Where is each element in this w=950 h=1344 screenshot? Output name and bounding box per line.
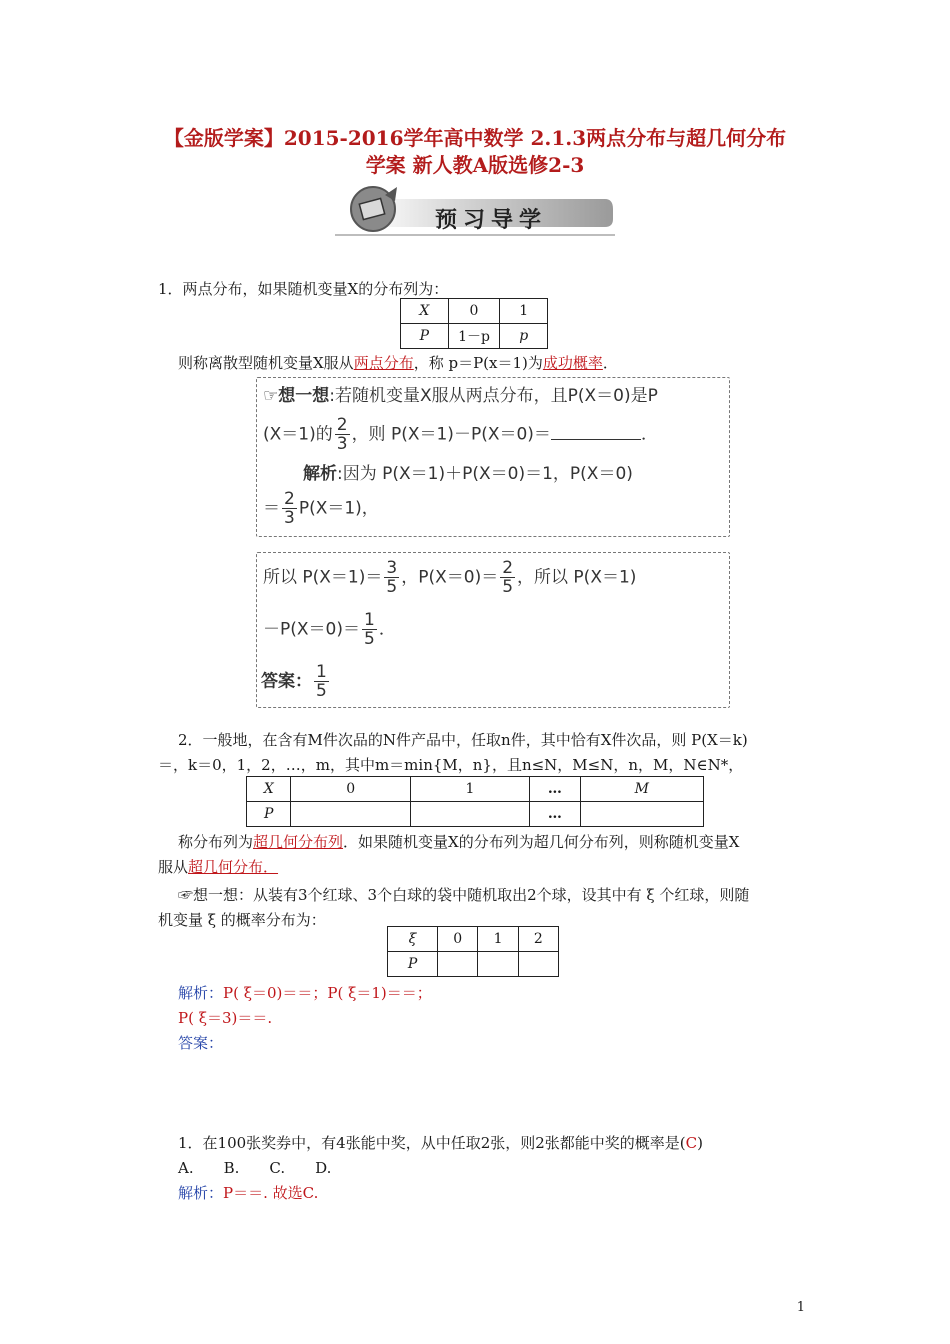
sec2-line1: 2．一般地，在含有M件次品的N件产品中，任取n件，其中恰有X件次品，则 P(X＝k) bbox=[178, 731, 748, 749]
answer-blank bbox=[551, 421, 641, 440]
table-row bbox=[247, 777, 704, 802]
table-cell bbox=[580, 802, 703, 827]
think-q2: (X＝1)的 $\frac{2}{3}$ ，则 P(X＝1)－P(X＝0)＝ ． bbox=[263, 415, 658, 454]
hypergeo-table bbox=[246, 776, 704, 827]
sec2-line2: ＝，k＝0，1，2，…，m，其中m＝min{M，n}，且n≤N，M≤N，n，M，N∈N*， bbox=[158, 756, 744, 774]
box2-answer: 答案： $\frac{1}{5}$ bbox=[261, 662, 327, 701]
fraction: $\frac{2}{5}$ bbox=[502, 558, 514, 597]
table-cell: 0 bbox=[291, 777, 410, 802]
table-cell: 2 bbox=[518, 927, 558, 952]
table-cell: P bbox=[388, 952, 438, 977]
think-2-line2: 机变量 ξ 的概率分布为： bbox=[158, 911, 326, 929]
table-cell: 1－p bbox=[448, 324, 500, 349]
table-cell bbox=[410, 802, 529, 827]
doc-title-line2: 学案 新人教A版选修2-3 bbox=[365, 153, 585, 177]
table-cell: 1 bbox=[500, 299, 548, 324]
think-box-2 bbox=[256, 552, 730, 708]
table-row bbox=[388, 952, 559, 977]
xi-table bbox=[387, 926, 559, 977]
table-cell bbox=[438, 952, 478, 977]
table-cell bbox=[518, 952, 558, 977]
table-cell: 1 bbox=[478, 927, 518, 952]
table-cell: ξ bbox=[388, 927, 438, 952]
term-success-prob: 成功概率 bbox=[542, 354, 603, 372]
fraction: $\frac{1}{5}$ bbox=[363, 610, 375, 649]
section-banner bbox=[335, 175, 615, 239]
sec2-line4: 服从超几何分布． bbox=[158, 858, 279, 876]
fraction: $\frac{2}{3}$ bbox=[336, 415, 348, 454]
table-cell: 0 bbox=[438, 927, 478, 952]
box2-line2: －P(X＝0)＝ $\frac{1}{5}$ ． bbox=[263, 610, 396, 649]
table-cell: X bbox=[401, 299, 449, 324]
sec1-intro: 1．两点分布，如果随机变量X的分布列为： bbox=[158, 280, 449, 298]
table-cell: X bbox=[247, 777, 291, 802]
table-cell bbox=[291, 802, 410, 827]
table-row bbox=[247, 802, 704, 827]
two-point-table bbox=[400, 298, 548, 349]
sec1-definition: 则称离散型随机变量X服从两点分布，称 p＝P(x＝1)为成功概率． bbox=[178, 354, 618, 372]
sec2-solution-1: 解析：P( ξ＝0)＝＝；P( ξ＝1)＝＝； bbox=[178, 984, 432, 1002]
think-solution-2: ＝ $\frac{2}{3}$ P(X＝1)， bbox=[263, 489, 379, 528]
fraction: $\frac{3}{5}$ bbox=[386, 558, 398, 597]
sec2-answer: 答案： bbox=[178, 1034, 224, 1052]
term-two-point: 两点分布 bbox=[353, 354, 414, 372]
exercise-1-answer: C bbox=[685, 1134, 698, 1152]
banner-label: 预习导学 bbox=[435, 207, 548, 233]
box2-line1: 所以 P(X＝1)＝ $\frac{3}{5}$ ，P(X＝0)＝ $\frac{2}{5}$ ，所以 P(X＝1) bbox=[263, 558, 637, 597]
page-number: 1 bbox=[796, 1300, 805, 1315]
table-cell: P bbox=[247, 802, 291, 827]
table-row bbox=[401, 324, 548, 349]
exercise-1-question: 1．在100张奖券中，有4张能中奖，从中任取2张，则2张都能中奖的概率是(C) bbox=[178, 1134, 704, 1152]
table-row bbox=[388, 927, 559, 952]
think-box-1 bbox=[256, 377, 730, 537]
think-2-line1: ☞想一想：从装有3个红球、3个白球的袋中随机取出2个球，设其中有 ξ 个红球，则随 bbox=[178, 886, 750, 904]
table-cell: p bbox=[500, 324, 548, 349]
table-cell: P bbox=[401, 324, 449, 349]
exercise-1-options: A. B. C. D. bbox=[178, 1159, 332, 1177]
exercise-1-solution: 解析：P＝＝. 故选C. bbox=[178, 1184, 319, 1202]
term-hypergeo-list: 超几何分布列 bbox=[253, 833, 344, 851]
table-cell: 1 bbox=[410, 777, 529, 802]
fraction: $\frac{2}{3}$ bbox=[284, 489, 295, 528]
doc-title-line1: 【金版学案】2015-2016学年高中数学 2.1.3两点分布与超几何分布 bbox=[163, 126, 787, 150]
think-q1: ☞想一想:若随机变量X服从两点分布，且P(X＝0)是P bbox=[263, 386, 658, 406]
table-cell: M bbox=[580, 777, 703, 802]
sec2-line3: 称分布列为超几何分布列．如果随机变量X的分布列为超几何分布列，则称随机变量X bbox=[178, 833, 740, 851]
fraction: $\frac{1}{5}$ bbox=[316, 662, 327, 701]
think-solution-1: 解析:因为 P(X＝1)＋P(X＝0)＝1，P(X＝0) bbox=[303, 464, 633, 484]
sec2-solution-2: P( ξ＝3)＝＝. bbox=[178, 1009, 273, 1027]
table-cell: … bbox=[530, 802, 580, 827]
table-cell: 0 bbox=[448, 299, 500, 324]
term-hypergeo: 超几何分布． bbox=[188, 858, 279, 876]
table-row bbox=[401, 299, 548, 324]
table-cell bbox=[478, 952, 518, 977]
table-cell: … bbox=[530, 777, 580, 802]
